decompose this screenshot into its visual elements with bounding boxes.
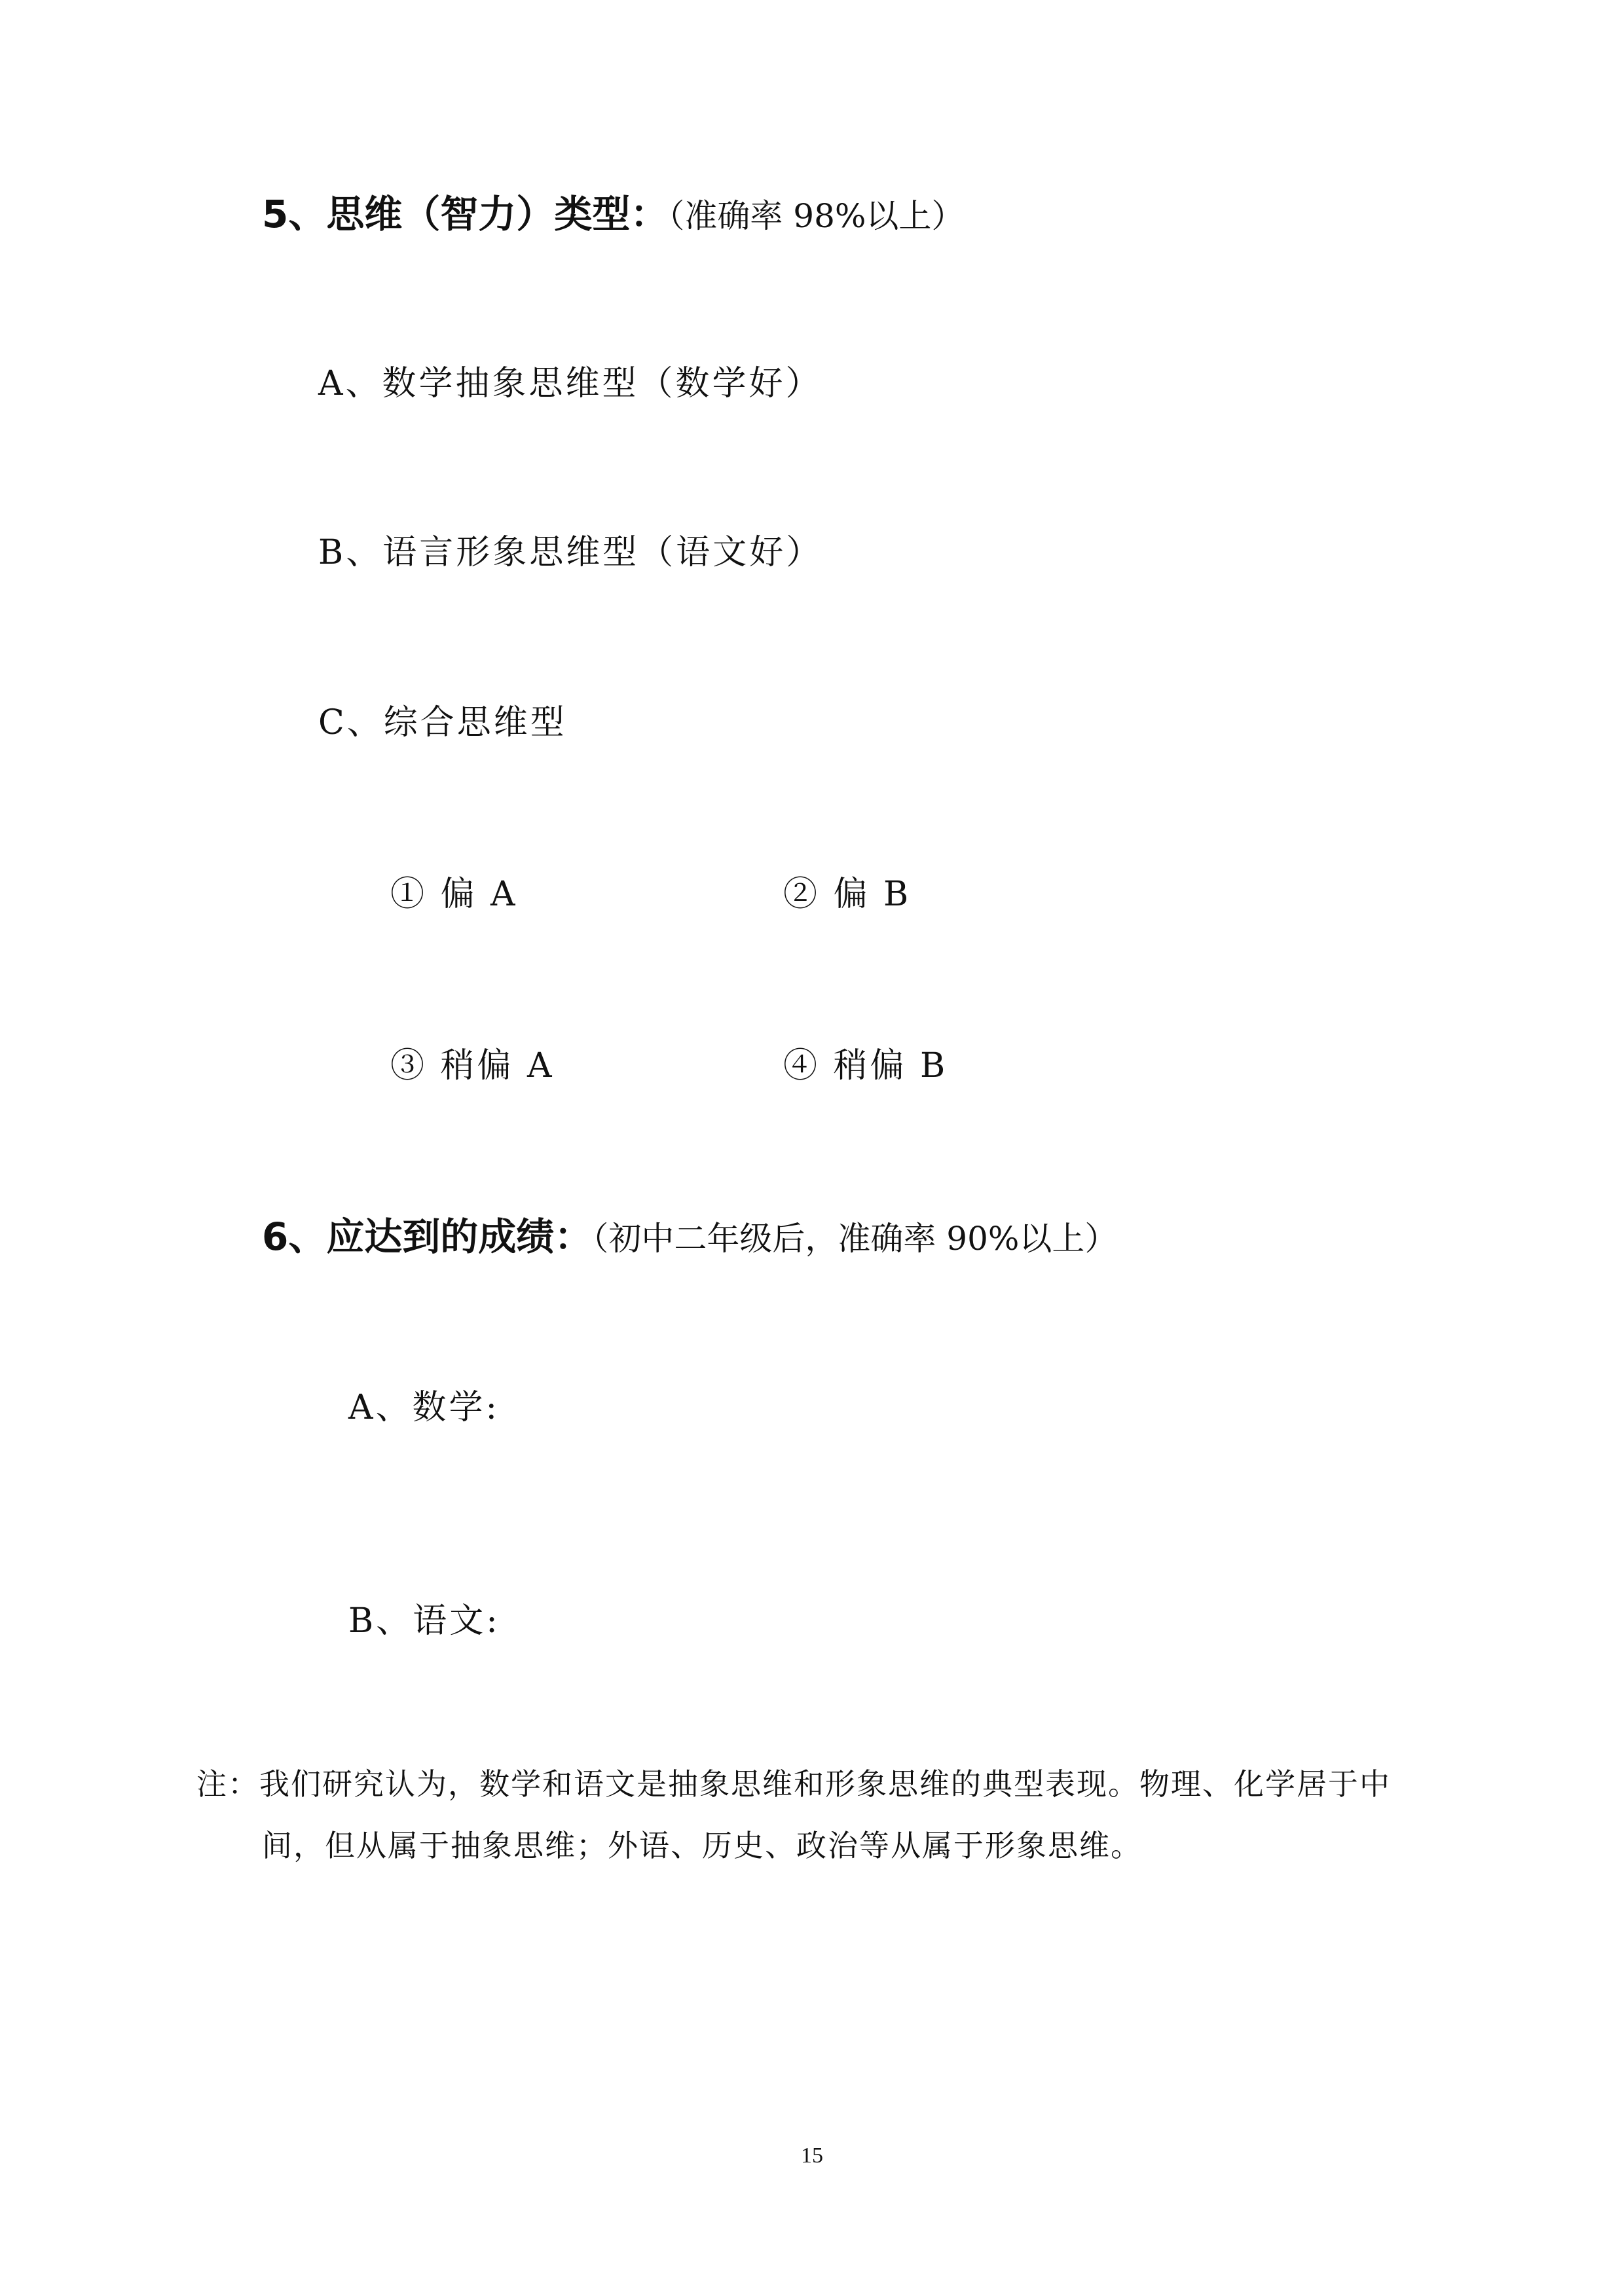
footnote-line-1: 注：我们研究认为，数学和语文是抽象思维和形象思维的典型表现。物理、化学居于中 (196, 1766, 1391, 1802)
option-a-math-abstract: A、数学抽象思维型（数学好） (318, 364, 822, 403)
option-c-comprehensive: C、综合思维型 (318, 703, 567, 742)
sub-option-3: ③ 稍偏 A (390, 1046, 555, 1085)
score-field-chinese: B、语文: (348, 1601, 500, 1641)
footnote-line-2: 间，但从属于抽象思维；外语、历史、政治等从属于形象思维。 (262, 1828, 1142, 1863)
score-field-math: A、数学: (348, 1388, 500, 1427)
sub-option-1: ① 偏 A (390, 875, 518, 914)
page-number: 15 (801, 2143, 823, 2168)
sub-option-2: ② 偏 B (783, 875, 912, 914)
section-5-accuracy-note: （准确率 98%以上） (668, 197, 965, 235)
section-5-title: 5、思维（智力）类型： (262, 192, 669, 236)
option-b-language-imagery: B、语言形象思维型（语文好） (318, 533, 823, 572)
section-5-heading (262, 192, 965, 236)
sub-option-4: ④ 稍偏 B (783, 1046, 948, 1085)
section-6-accuracy-note: （初中二年级后，准确率 90%以上） (592, 1220, 1118, 1258)
section-6-heading (262, 1214, 1118, 1259)
section-6-title: 6、应达到的成绩： (262, 1214, 593, 1259)
